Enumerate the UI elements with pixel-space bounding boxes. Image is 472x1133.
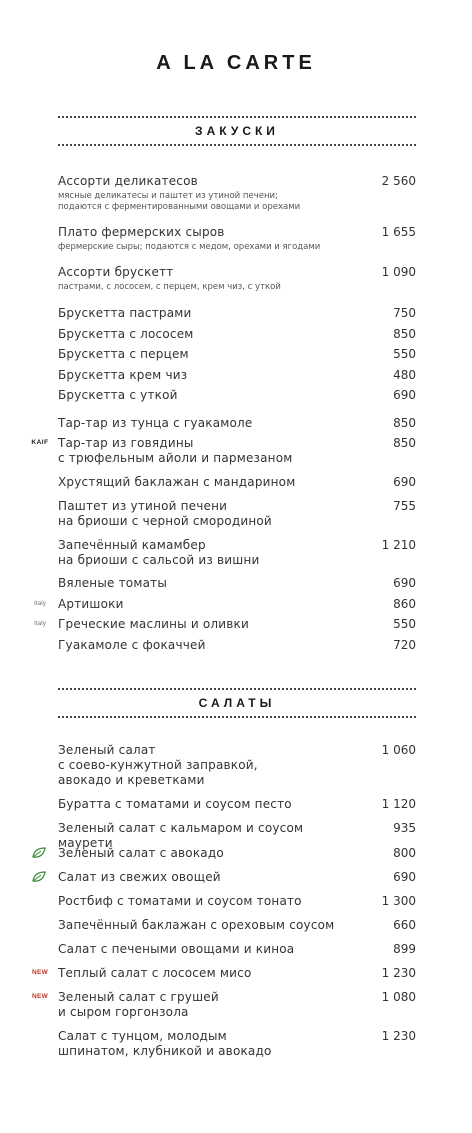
menu-item bbox=[58, 576, 416, 591]
item-description: фермерские сыры; подаются с медом, орехами и ягодами bbox=[58, 242, 321, 252]
new-tag: NEW bbox=[31, 969, 49, 976]
item-description: мясные деликатесы и паштет из утиной печени; подаются с ферментированными овощами и орехами bbox=[58, 191, 301, 212]
item-name: Тар-тар из тунца с гуакамоле bbox=[58, 416, 253, 430]
item-name: Ассорти деликатесов bbox=[58, 174, 198, 188]
item-price: 1 090 bbox=[381, 265, 416, 279]
item-price: 1 210 bbox=[381, 538, 416, 552]
item-price: 1 300 bbox=[381, 894, 416, 908]
item-price: 690 bbox=[393, 475, 416, 489]
item-price: 850 bbox=[393, 416, 416, 430]
item-name: Брускетта крем чиз bbox=[58, 368, 188, 382]
item-name: Брускетта с перцем bbox=[58, 347, 189, 361]
kaif-tag: KAIF bbox=[31, 439, 49, 446]
item-name: Зеленый салат с кальмаром и соусом маурети bbox=[58, 821, 304, 850]
item-name: Салат с тунцом, молодым шпинатом, клубникой и авокадо bbox=[58, 1029, 272, 1058]
item-name: Салат из свежих овощей bbox=[58, 870, 221, 884]
menu-item bbox=[58, 225, 416, 253]
menu-item bbox=[58, 797, 416, 812]
menu-item bbox=[58, 327, 416, 342]
menu-item bbox=[58, 265, 416, 293]
section-title: ЗАКУСКИ bbox=[58, 116, 416, 146]
item-price: 750 bbox=[393, 306, 416, 320]
section-zakuski bbox=[58, 116, 416, 146]
menu-item bbox=[58, 306, 416, 321]
item-name: Ростбиф с томатами и соусом тонато bbox=[58, 894, 302, 908]
section-title: САЛАТЫ bbox=[58, 688, 416, 718]
item-price: 1 655 bbox=[381, 225, 416, 239]
item-name: Греческие маслины и оливки bbox=[58, 617, 249, 631]
item-price: 1 080 bbox=[381, 990, 416, 1004]
menu-item bbox=[58, 743, 416, 788]
item-name: Гуакамоле с фокаччей bbox=[58, 638, 206, 652]
item-name: Зеленый салат с соево-кунжутной заправкой, авокадо и креветками bbox=[58, 743, 258, 787]
italy-tag: Italy bbox=[34, 600, 46, 607]
item-price: 800 bbox=[393, 846, 416, 860]
menu-item bbox=[58, 174, 416, 213]
menu-item bbox=[58, 347, 416, 362]
item-price: 1 230 bbox=[381, 1029, 416, 1043]
menu-item bbox=[31, 436, 416, 466]
item-price: 690 bbox=[393, 388, 416, 402]
item-name: Салат с печеными овощами и киноа bbox=[58, 942, 295, 956]
item-name: Запечённый баклажан с ореховым соусом bbox=[58, 918, 335, 932]
item-name: Ассорти брускетт bbox=[58, 265, 174, 279]
item-name: Вяленые томаты bbox=[58, 576, 168, 590]
item-name: Брускетта с лососем bbox=[58, 327, 194, 341]
item-price: 1 230 bbox=[381, 966, 416, 980]
item-price: 550 bbox=[393, 617, 416, 631]
italy-tag: Italy bbox=[34, 620, 46, 627]
item-price: 850 bbox=[393, 327, 416, 341]
item-name: Тар-тар из говядины с трюфельным айоли и пармезаном bbox=[58, 436, 293, 465]
item-price: 1 060 bbox=[381, 743, 416, 757]
item-name: Артишоки bbox=[58, 597, 124, 611]
menu-item bbox=[58, 918, 416, 933]
menu-item bbox=[58, 942, 416, 957]
new-tag: NEW bbox=[31, 993, 49, 1000]
item-name: Теплый салат с лососем мисо bbox=[58, 966, 252, 980]
menu-item bbox=[31, 966, 416, 981]
item-price: 660 bbox=[393, 918, 416, 932]
item-price: 720 bbox=[393, 638, 416, 652]
item-price: 690 bbox=[393, 576, 416, 590]
item-price: 690 bbox=[393, 870, 416, 884]
item-name: Буратта с томатами и соусом песто bbox=[58, 797, 292, 811]
menu-item bbox=[58, 894, 416, 909]
menu-item bbox=[58, 416, 416, 431]
menu-item bbox=[58, 846, 416, 861]
item-name: Зеленый салат с авокадо bbox=[58, 846, 224, 860]
item-name: Хрустящий баклажан с мандарином bbox=[58, 475, 296, 489]
item-name: Зеленый салат с грушей и сыром горгонзола bbox=[58, 990, 219, 1019]
leaf-icon bbox=[32, 847, 46, 859]
menu-item bbox=[58, 475, 416, 490]
item-name: Запечённый камамбер на бриоши с сальсой из вишни bbox=[58, 538, 260, 567]
item-name: Плато фермерских сыров bbox=[58, 225, 225, 239]
item-name: Брускетта пастрами bbox=[58, 306, 192, 320]
item-price: 860 bbox=[393, 597, 416, 611]
item-name: Брускетта с уткой bbox=[58, 388, 178, 402]
item-price: 850 bbox=[393, 436, 416, 450]
menu-item bbox=[58, 870, 416, 885]
item-price: 2 560 bbox=[381, 174, 416, 188]
item-price: 755 bbox=[393, 499, 416, 513]
menu-item bbox=[34, 597, 416, 612]
menu-item bbox=[58, 538, 416, 568]
page-title: A LA CARTE bbox=[156, 52, 316, 74]
menu-item bbox=[58, 499, 416, 529]
menu-item bbox=[58, 638, 416, 653]
item-price: 550 bbox=[393, 347, 416, 361]
menu-item bbox=[31, 990, 416, 1020]
menu-item bbox=[34, 617, 416, 632]
item-description: пастрами, с лососем, с перцем, крем чиз, с уткой bbox=[58, 282, 281, 292]
item-price: 1 120 bbox=[381, 797, 416, 811]
item-name: Паштет из утиной печени на бриоши с черной смородиной bbox=[58, 499, 272, 528]
menu-item bbox=[58, 368, 416, 383]
item-price: 480 bbox=[393, 368, 416, 382]
section-salaty bbox=[58, 688, 416, 718]
menu-item bbox=[58, 388, 416, 403]
item-price: 935 bbox=[393, 821, 416, 835]
menu-item bbox=[58, 1029, 416, 1059]
item-price: 899 bbox=[393, 942, 416, 956]
leaf-icon bbox=[32, 871, 46, 883]
